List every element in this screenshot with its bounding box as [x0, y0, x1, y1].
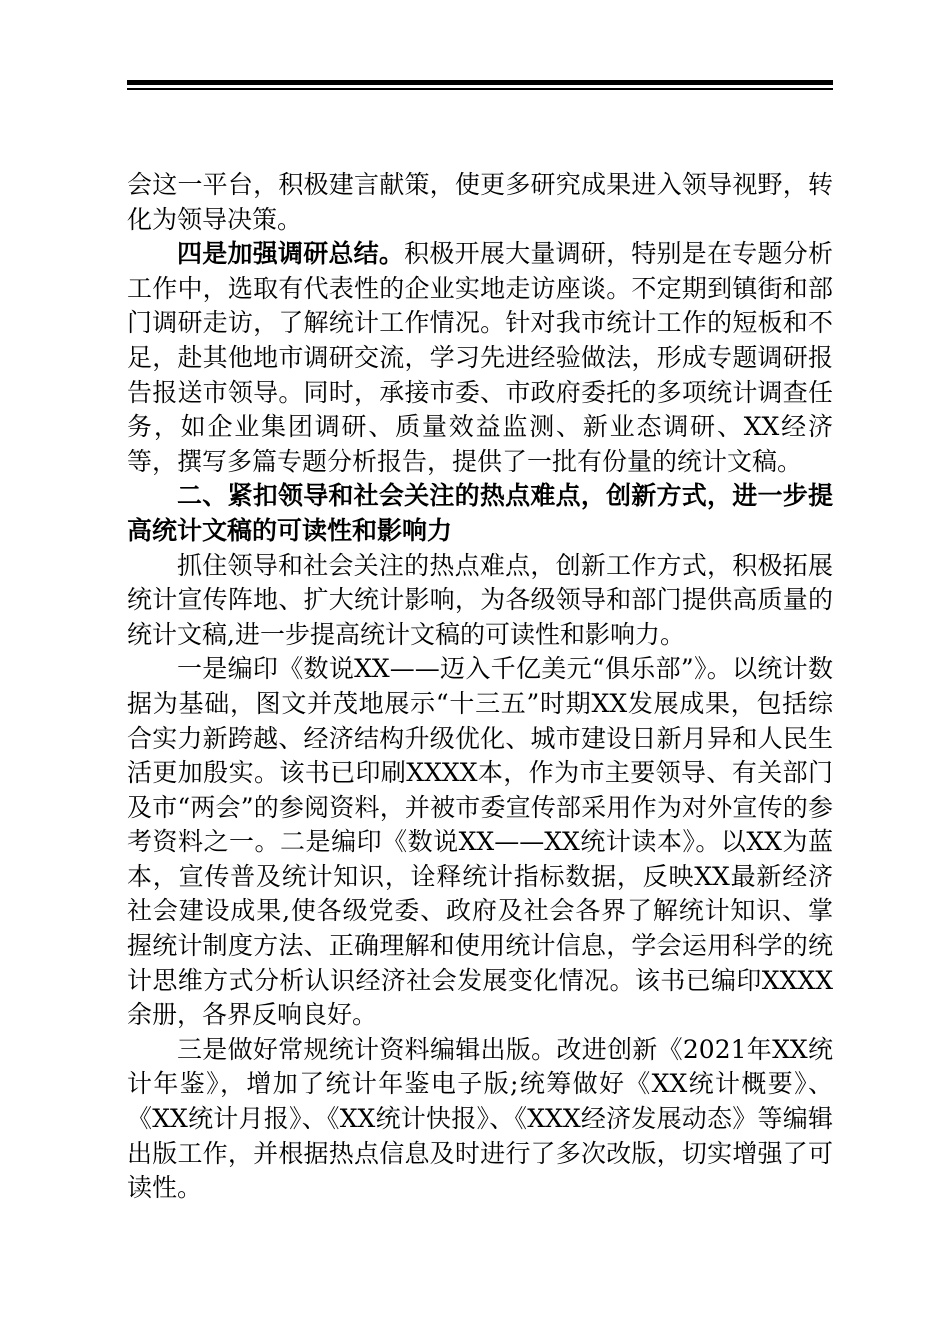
document-body — [127, 168, 833, 1206]
paragraph-publications: 一是编印《数说XX——迈入千亿美元“俱乐部”》。以统计数据为基础，图文并茂地展示“十三五”时期XX发展成果，包括综合实力新跨越、经济结构升级优化、城市建设日新月异和人民生活更加殷实。该书已印刷XXXX本，作为市主要领导、有关部门及市“两会”的参阅资料，并被市委宣传部采用作为对外宣传的参考资料之一。二是编印《数说XX——XX统计读本》。以XX为蓝本，宣传普及统计知识，诠释统计指标数据，反映XX最新经济社会建设成果,使各级党委、政府及社会各界了解统计知识、掌握统计制度方法、正确理解和使用统计信息，学会运用科学的统计思维方式分析认识经济社会发展变化情况。该书已编印XXXX余册，各界反响良好。 — [127, 654, 833, 1030]
paragraph-text: 积极开展大量调研，特别是在专题分析工作中，选取有代表性的企业实地走访座谈。不定期到镇街和部门调研走访，了解统计工作情况。针对我市统计工作的短板和不足，赴其他地市调研交流，学习先进经验做法，形成专题调研报告报送市领导。同时，承接市委、市政府委托的多项统计调查任务，如企业集团调研、质量效益监测、新业态调研、XX经济等，撰写多篇专题分析报告，提供了一批有份量的统计文稿。 — [127, 239, 833, 476]
header-rule-thin — [127, 88, 833, 90]
section-heading: 二、紧扣领导和社会关注的热点难点，创新方式，进一步提高统计文稿的可读性和影响力 — [127, 481, 833, 545]
paragraph-continuation — [127, 168, 833, 237]
paragraph-lead: 四是加强调研总结。 — [177, 239, 405, 269]
paragraph-section-intro: 抓住领导和社会关注的热点难点，创新工作方式，积极拓展统计宣传阵地、扩大统计影响，为各级领导和部门提供高质量的统计文稿,进一步提高统计文稿的可读性和影响力。 — [127, 550, 833, 649]
paragraph-research-summary — [127, 237, 833, 479]
header-rule-thick — [127, 80, 833, 85]
paragraph-regular-publications: 三是做好常规统计资料编辑出版。改进创新《2021年XX统计年鉴》，增加了统计年鉴电子版;统筹做好《XX统计概要》、《XX统计月报》、《XX统计快报》、《XXX经济发展动态》等编辑出版工作，并根据热点信息及时进行了多次改版，切实增强了可读性。 — [127, 1034, 833, 1203]
paragraph-text: 会这一平台，积极建言献策，使更多研究成果进入领导视野，转化为领导决策。 — [127, 170, 833, 234]
